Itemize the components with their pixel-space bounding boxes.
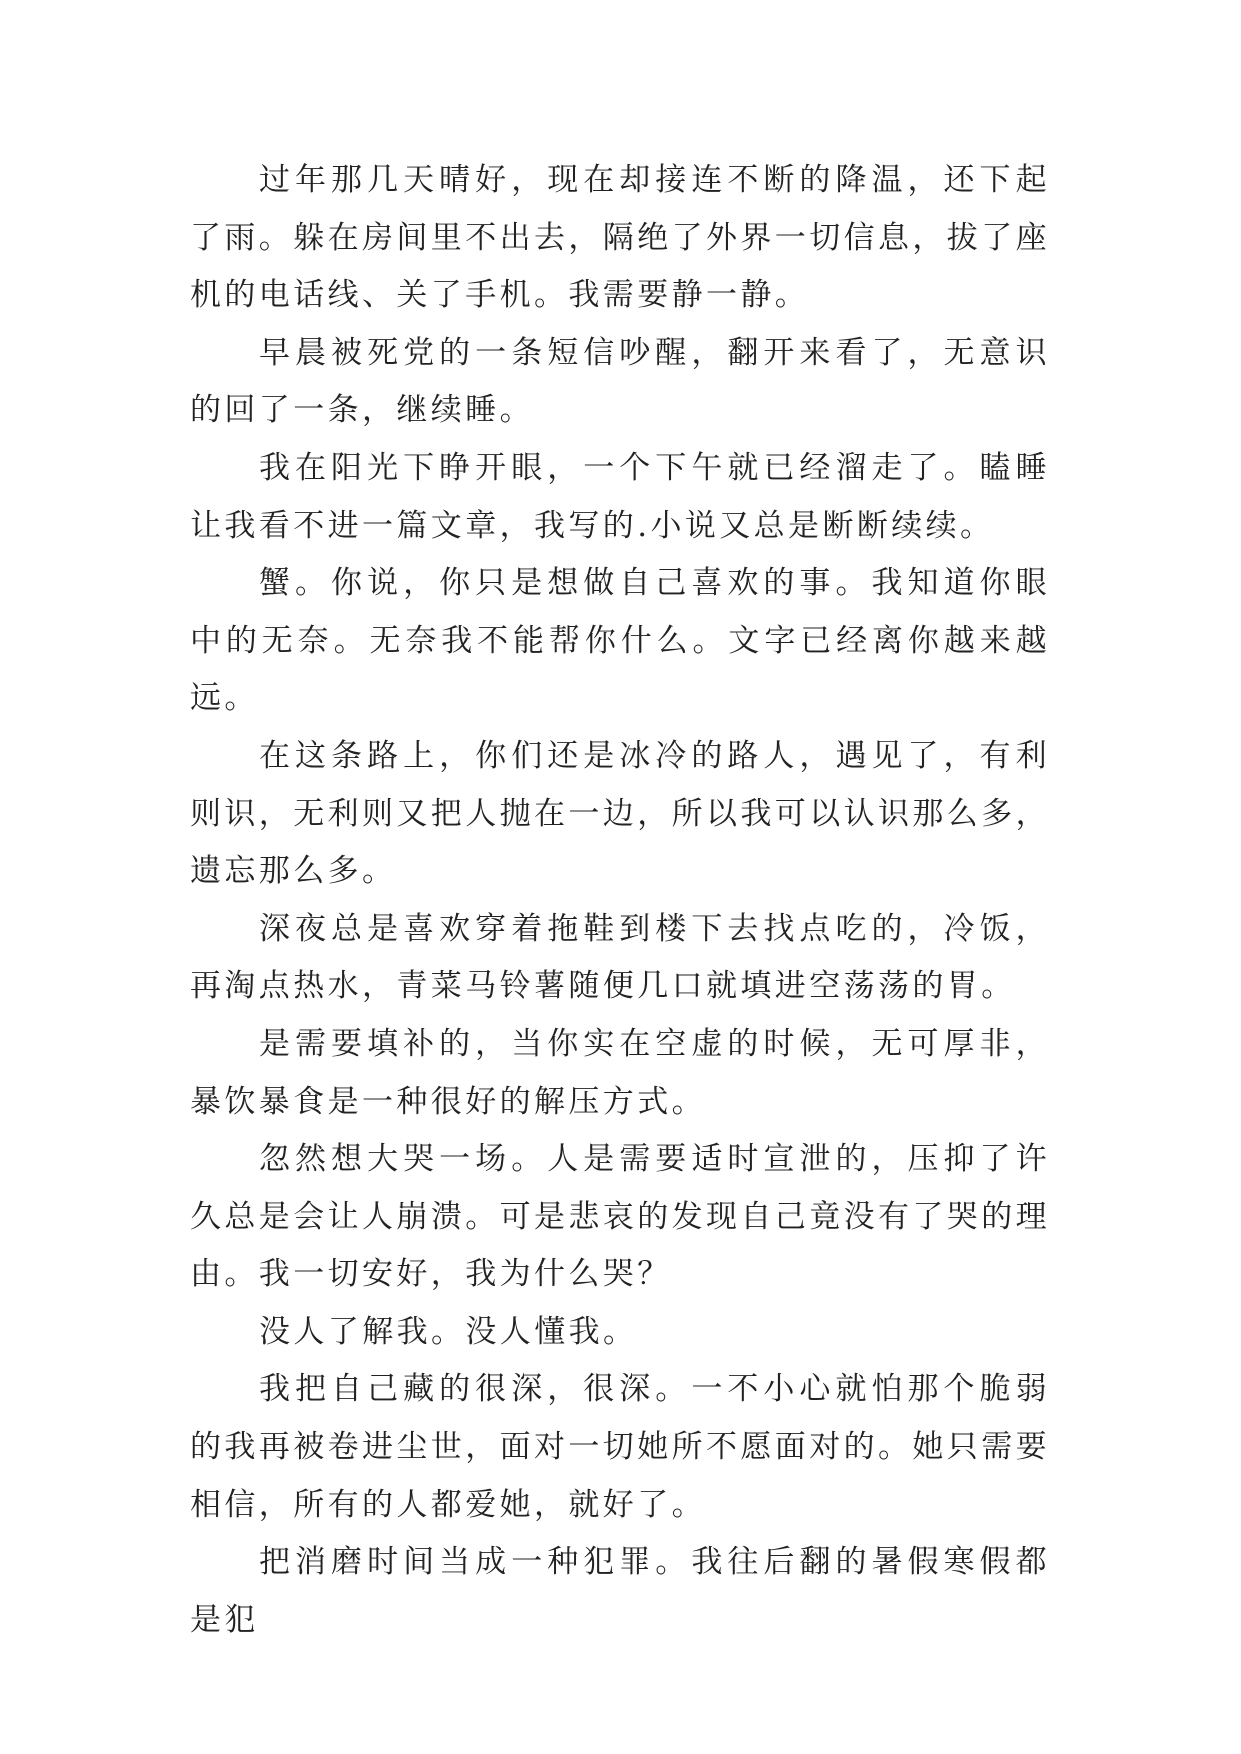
paragraph-3: 我在阳光下睁开眼，一个下午就已经溜走了。瞌睡让我看不进一篇文章，我写的.小说又总是断断续续。 <box>190 449 1050 544</box>
paragraph-2: 早晨被死党的一条短信吵醒，翻开来看了，无意识的回了一条，继续睡。 <box>190 334 1050 429</box>
paragraph-4: 蟹。你说，你只是想做自己喜欢的事。我知道你眼中的无奈。无奈我不能帮你什么。文字已经离你越来越远。 <box>190 565 1050 717</box>
paragraph-10: 我把自己藏的很深，很深。一不小心就怕那个脆弱的我再被卷进尘世，面对一切她所不愿面对的。她只需要相信，所有的人都爱她，就好了。 <box>190 1371 1050 1523</box>
paragraph-5: 在这条路上，你们还是冰冷的路人，遇见了，有利则识，无利则又把人抛在一边，所以我可以认识那么多，遗忘那么多。 <box>190 737 1050 890</box>
paragraph-8: 忽然想大哭一场。人是需要适时宣泄的，压抑了许久总是会让人崩溃。可是悲哀的发现自己竟没有了哭的理由。我一切安好，我为什么哭？ <box>190 1141 1050 1293</box>
paragraph-6: 深夜总是喜欢穿着拖鞋到楼下去找点吃的，冷饭，再淘点热水，青菜马铃薯随便几口就填进空荡荡的胃。 <box>190 910 1050 1005</box>
paragraph-7: 是需要填补的，当你实在空虚的时候，无可厚非，暴饮暴食是一种很好的解压方式。 <box>190 1025 1050 1120</box>
document-body <box>190 152 1050 1649</box>
paragraph-11: 把消磨时间当成一种犯罪。我往后翻的暑假寒假都是犯 <box>190 1544 1050 1638</box>
paragraph-9: 没人了解我。没人懂我。 <box>259 1313 638 1350</box>
paragraph-1: 过年那几天晴好，现在却接连不断的降温，还下起了雨。躲在房间里不出去，隔绝了外界一切信息，拔了座机的电话线、关了手机。我需要静一静。 <box>190 162 1050 314</box>
